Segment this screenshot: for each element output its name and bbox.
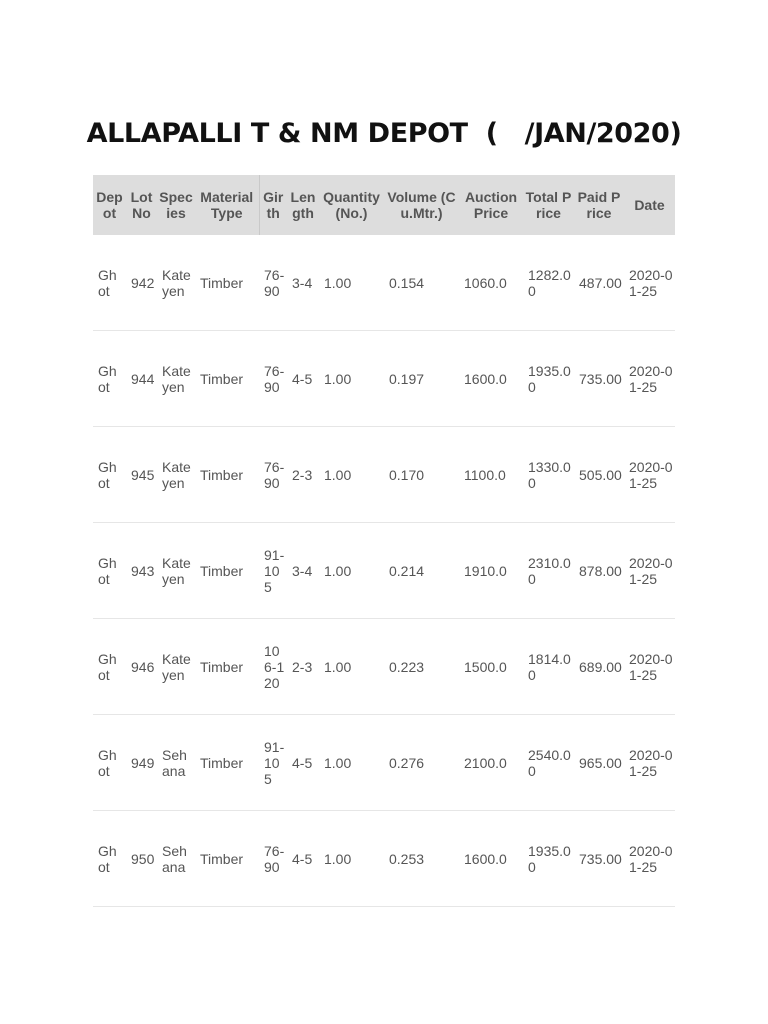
cell-auction-price: 1060.0	[459, 235, 523, 331]
column-header-lot-no: Lot No	[126, 175, 157, 235]
cell-depot: Ghot	[93, 427, 126, 523]
cell-quantity: 1.00	[319, 523, 384, 619]
auction-table	[93, 175, 675, 907]
cell-lot-no: 946	[126, 619, 157, 715]
column-header-paid-price: Paid Price	[574, 175, 624, 235]
cell-girth: 106-120	[259, 619, 287, 715]
column-header-material-type: Material Type	[195, 175, 259, 235]
cell-material-type: Timber	[195, 811, 259, 907]
table-row	[93, 619, 675, 715]
cell-material-type: Timber	[195, 619, 259, 715]
cell-girth: 76-90	[259, 427, 287, 523]
cell-species: Kateyen	[157, 523, 195, 619]
cell-depot: Ghot	[93, 235, 126, 331]
cell-paid-price: 965.00	[574, 715, 624, 811]
cell-date: 2020-01-25	[624, 235, 675, 331]
column-header-depot: Depot	[93, 175, 126, 235]
cell-total-price: 1814.00	[523, 619, 574, 715]
cell-date: 2020-01-25	[624, 331, 675, 427]
column-header-girth: Girth	[259, 175, 287, 235]
cell-material-type: Timber	[195, 523, 259, 619]
cell-length: 3-4	[287, 523, 319, 619]
cell-material-type: Timber	[195, 715, 259, 811]
column-header-date: Date	[624, 175, 675, 235]
cell-quantity: 1.00	[319, 331, 384, 427]
cell-volume: 0.214	[384, 523, 459, 619]
table-row	[93, 523, 675, 619]
column-header-species: Species	[157, 175, 195, 235]
cell-lot-no: 949	[126, 715, 157, 811]
cell-lot-no: 942	[126, 235, 157, 331]
cell-date: 2020-01-25	[624, 619, 675, 715]
cell-volume: 0.223	[384, 619, 459, 715]
cell-lot-no: 950	[126, 811, 157, 907]
cell-volume: 0.154	[384, 235, 459, 331]
table-row	[93, 331, 675, 427]
cell-lot-no: 945	[126, 427, 157, 523]
cell-girth: 91-105	[259, 523, 287, 619]
cell-lot-no: 943	[126, 523, 157, 619]
cell-length: 4-5	[287, 715, 319, 811]
cell-girth: 76-90	[259, 331, 287, 427]
cell-length: 2-3	[287, 427, 319, 523]
cell-total-price: 2310.00	[523, 523, 574, 619]
cell-auction-price: 1100.0	[459, 427, 523, 523]
column-header-quantity: Quantity (No.)	[319, 175, 384, 235]
cell-lot-no: 944	[126, 331, 157, 427]
cell-volume: 0.197	[384, 331, 459, 427]
cell-girth: 91-105	[259, 715, 287, 811]
cell-total-price: 2540.00	[523, 715, 574, 811]
column-header-total-price: Total Price	[523, 175, 574, 235]
cell-total-price: 1935.00	[523, 811, 574, 907]
cell-paid-price: 878.00	[574, 523, 624, 619]
column-header-volume: Volume (Cu.Mtr.)	[384, 175, 459, 235]
cell-girth: 76-90	[259, 235, 287, 331]
cell-species: Kateyen	[157, 427, 195, 523]
cell-paid-price: 505.00	[574, 427, 624, 523]
cell-volume: 0.170	[384, 427, 459, 523]
cell-paid-price: 735.00	[574, 811, 624, 907]
cell-species: Kateyen	[157, 619, 195, 715]
cell-paid-price: 735.00	[574, 331, 624, 427]
cell-material-type: Timber	[195, 235, 259, 331]
cell-volume: 0.276	[384, 715, 459, 811]
cell-depot: Ghot	[93, 811, 126, 907]
cell-total-price: 1282.00	[523, 235, 574, 331]
table-row	[93, 427, 675, 523]
cell-auction-price: 1600.0	[459, 331, 523, 427]
cell-date: 2020-01-25	[624, 715, 675, 811]
cell-quantity: 1.00	[319, 619, 384, 715]
cell-volume: 0.253	[384, 811, 459, 907]
table-row	[93, 811, 675, 907]
cell-auction-price: 1600.0	[459, 811, 523, 907]
cell-length: 4-5	[287, 811, 319, 907]
cell-auction-price: 1910.0	[459, 523, 523, 619]
cell-paid-price: 689.00	[574, 619, 624, 715]
cell-species: Kateyen	[157, 235, 195, 331]
column-header-length: Length	[287, 175, 319, 235]
column-header-auction-price: Auction Price	[459, 175, 523, 235]
cell-date: 2020-01-25	[624, 811, 675, 907]
cell-girth: 76-90	[259, 811, 287, 907]
cell-auction-price: 2100.0	[459, 715, 523, 811]
cell-depot: Ghot	[93, 523, 126, 619]
table-row	[93, 715, 675, 811]
cell-total-price: 1935.00	[523, 331, 574, 427]
cell-depot: Ghot	[93, 619, 126, 715]
cell-quantity: 1.00	[319, 715, 384, 811]
cell-date: 2020-01-25	[624, 427, 675, 523]
header-row	[93, 175, 675, 235]
cell-species: Kateyen	[157, 331, 195, 427]
cell-depot: Ghot	[93, 715, 126, 811]
cell-total-price: 1330.00	[523, 427, 574, 523]
cell-material-type: Timber	[195, 331, 259, 427]
cell-length: 3-4	[287, 235, 319, 331]
cell-depot: Ghot	[93, 331, 126, 427]
cell-length: 4-5	[287, 331, 319, 427]
cell-date: 2020-01-25	[624, 523, 675, 619]
cell-auction-price: 1500.0	[459, 619, 523, 715]
page-title: ALLAPALLI T & NM DEPOT ( /JAN/2020)	[86, 118, 682, 149]
cell-species: Sehana	[157, 811, 195, 907]
cell-quantity: 1.00	[319, 811, 384, 907]
cell-length: 2-3	[287, 619, 319, 715]
cell-quantity: 1.00	[319, 235, 384, 331]
cell-quantity: 1.00	[319, 427, 384, 523]
cell-material-type: Timber	[195, 427, 259, 523]
cell-species: Sehana	[157, 715, 195, 811]
table-row	[93, 235, 675, 331]
cell-paid-price: 487.00	[574, 235, 624, 331]
